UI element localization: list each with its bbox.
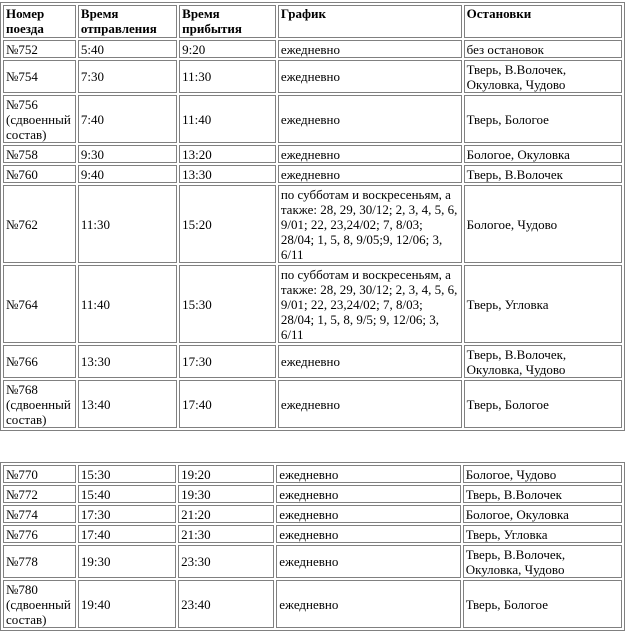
schedule-cell: ежедневно: [278, 380, 462, 428]
departure-time-cell: 13:40: [78, 380, 177, 428]
departure-time-cell: 19:30: [78, 545, 176, 578]
stops-cell: Тверь, Бологое: [463, 580, 622, 628]
departure-time-cell: 11:40: [78, 265, 177, 343]
train-number-cell: №762: [3, 185, 76, 263]
schedule-table-1: [0, 2, 625, 431]
stops-cell: Тверь, Бологое: [464, 95, 622, 143]
table-row: [3, 505, 622, 523]
train-number-cell: №760: [3, 165, 76, 183]
train-number-cell: №758: [3, 145, 76, 163]
stops-cell: Тверь, В.Волочек: [463, 485, 622, 503]
table-row: [3, 165, 622, 183]
stops-cell: Бологое, Чудово: [464, 185, 622, 263]
departure-time-cell: 13:30: [78, 345, 177, 378]
arrival-time-cell: 23:40: [178, 580, 274, 628]
train-number-cell: №768 (сдвоенный состав): [3, 380, 76, 428]
header-schedule: График: [278, 5, 462, 38]
train-number-cell: №752: [3, 40, 76, 58]
table-row: [3, 145, 622, 163]
arrival-time-cell: 17:40: [179, 380, 276, 428]
table-row: [3, 60, 622, 93]
train-number-cell: №754: [3, 60, 76, 93]
train-number-cell: №764: [3, 265, 76, 343]
departure-time-cell: 5:40: [78, 40, 177, 58]
stops-cell: Тверь, В.Волочек: [464, 165, 622, 183]
stops-cell: Тверь, В.Волочек, Окуловка, Чудово: [464, 345, 622, 378]
table-row: [3, 40, 622, 58]
schedule-cell: ежедневно: [276, 525, 460, 543]
schedule-cell: ежедневно: [278, 95, 462, 143]
departure-time-cell: 19:40: [78, 580, 176, 628]
stops-cell: Бологое, Окуловка: [464, 145, 622, 163]
stops-cell: Тверь, В.Волочек, Окуловка, Чудово: [464, 60, 622, 93]
departure-time-cell: 15:40: [78, 485, 176, 503]
header-train-number: Номер поезда: [3, 5, 76, 38]
train-number-cell: №780 (сдвоенный состав): [3, 580, 76, 628]
table-row: [3, 345, 622, 378]
departure-time-cell: 7:40: [78, 95, 177, 143]
header-stops: Остановки: [464, 5, 622, 38]
table-row: [3, 545, 622, 578]
arrival-time-cell: 17:30: [179, 345, 276, 378]
arrival-time-cell: 19:30: [178, 485, 274, 503]
stops-cell: без остановок: [464, 40, 622, 58]
table-row: [3, 525, 622, 543]
departure-time-cell: 9:40: [78, 165, 177, 183]
schedule-table-2: [0, 462, 625, 631]
arrival-time-cell: 13:20: [179, 145, 276, 163]
stops-cell: Тверь, Бологое: [464, 380, 622, 428]
departure-time-cell: 7:30: [78, 60, 177, 93]
arrival-time-cell: 19:20: [178, 465, 274, 483]
stops-cell: Бологое, Чудово: [463, 465, 622, 483]
table-row: [3, 485, 622, 503]
departure-time-cell: 11:30: [78, 185, 177, 263]
arrival-time-cell: 11:40: [179, 95, 276, 143]
table-row: [3, 465, 622, 483]
schedule-cell: по субботам и воскресеньям, а также: 28, 29, 30/12; 2, 3, 4, 5, 6, 9/01; 22, 23,24/02; 7, 8/03; 28/04; 1, 5, 8, 9/5; 9, 12/06; 3, 6/11: [278, 265, 462, 343]
table-row: [3, 95, 622, 143]
train-number-cell: №778: [3, 545, 76, 578]
table-row: [3, 380, 622, 428]
schedule-cell: ежедневно: [276, 465, 460, 483]
arrival-time-cell: 15:30: [179, 265, 276, 343]
stops-cell: Тверь, В.Волочек, Окуловка, Чудово: [463, 545, 622, 578]
header-row: [3, 5, 622, 38]
schedule-cell: ежедневно: [278, 145, 462, 163]
arrival-time-cell: 21:30: [178, 525, 274, 543]
schedule-cell: ежедневно: [278, 40, 462, 58]
departure-time-cell: 9:30: [78, 145, 177, 163]
arrival-time-cell: 21:20: [178, 505, 274, 523]
schedule-cell: ежедневно: [276, 580, 460, 628]
schedule-cell: ежедневно: [276, 545, 460, 578]
departure-time-cell: 15:30: [78, 465, 176, 483]
header-arrival-time: Время прибытия: [179, 5, 276, 38]
table-row: [3, 580, 622, 628]
schedule-cell: ежедневно: [278, 165, 462, 183]
stops-cell: Бологое, Окуловка: [463, 505, 622, 523]
table-row: [3, 185, 622, 263]
train-number-cell: №770: [3, 465, 76, 483]
schedule-cell: ежедневно: [278, 345, 462, 378]
train-number-cell: №772: [3, 485, 76, 503]
schedule-cell: ежедневно: [276, 485, 460, 503]
train-number-cell: №756 (сдвоенный состав): [3, 95, 76, 143]
arrival-time-cell: 9:20: [179, 40, 276, 58]
departure-time-cell: 17:30: [78, 505, 176, 523]
schedule-cell: ежедневно: [276, 505, 460, 523]
train-number-cell: №774: [3, 505, 76, 523]
train-number-cell: №766: [3, 345, 76, 378]
schedule-cell: ежедневно: [278, 60, 462, 93]
arrival-time-cell: 11:30: [179, 60, 276, 93]
arrival-time-cell: 23:30: [178, 545, 274, 578]
header-departure-time: Время отправления: [78, 5, 177, 38]
arrival-time-cell: 15:20: [179, 185, 276, 263]
stops-cell: Тверь, Угловка: [464, 265, 622, 343]
schedule-cell: по субботам и воскресеньям, а также: 28, 29, 30/12; 2, 3, 4, 5, 6, 9/01; 22, 23,24/02; 7, 8/03; 28/04; 1, 5, 8, 9/05;9, 12/06; 3, 6/11: [278, 185, 462, 263]
arrival-time-cell: 13:30: [179, 165, 276, 183]
departure-time-cell: 17:40: [78, 525, 176, 543]
table-row: [3, 265, 622, 343]
train-number-cell: №776: [3, 525, 76, 543]
stops-cell: Тверь, Угловка: [463, 525, 622, 543]
